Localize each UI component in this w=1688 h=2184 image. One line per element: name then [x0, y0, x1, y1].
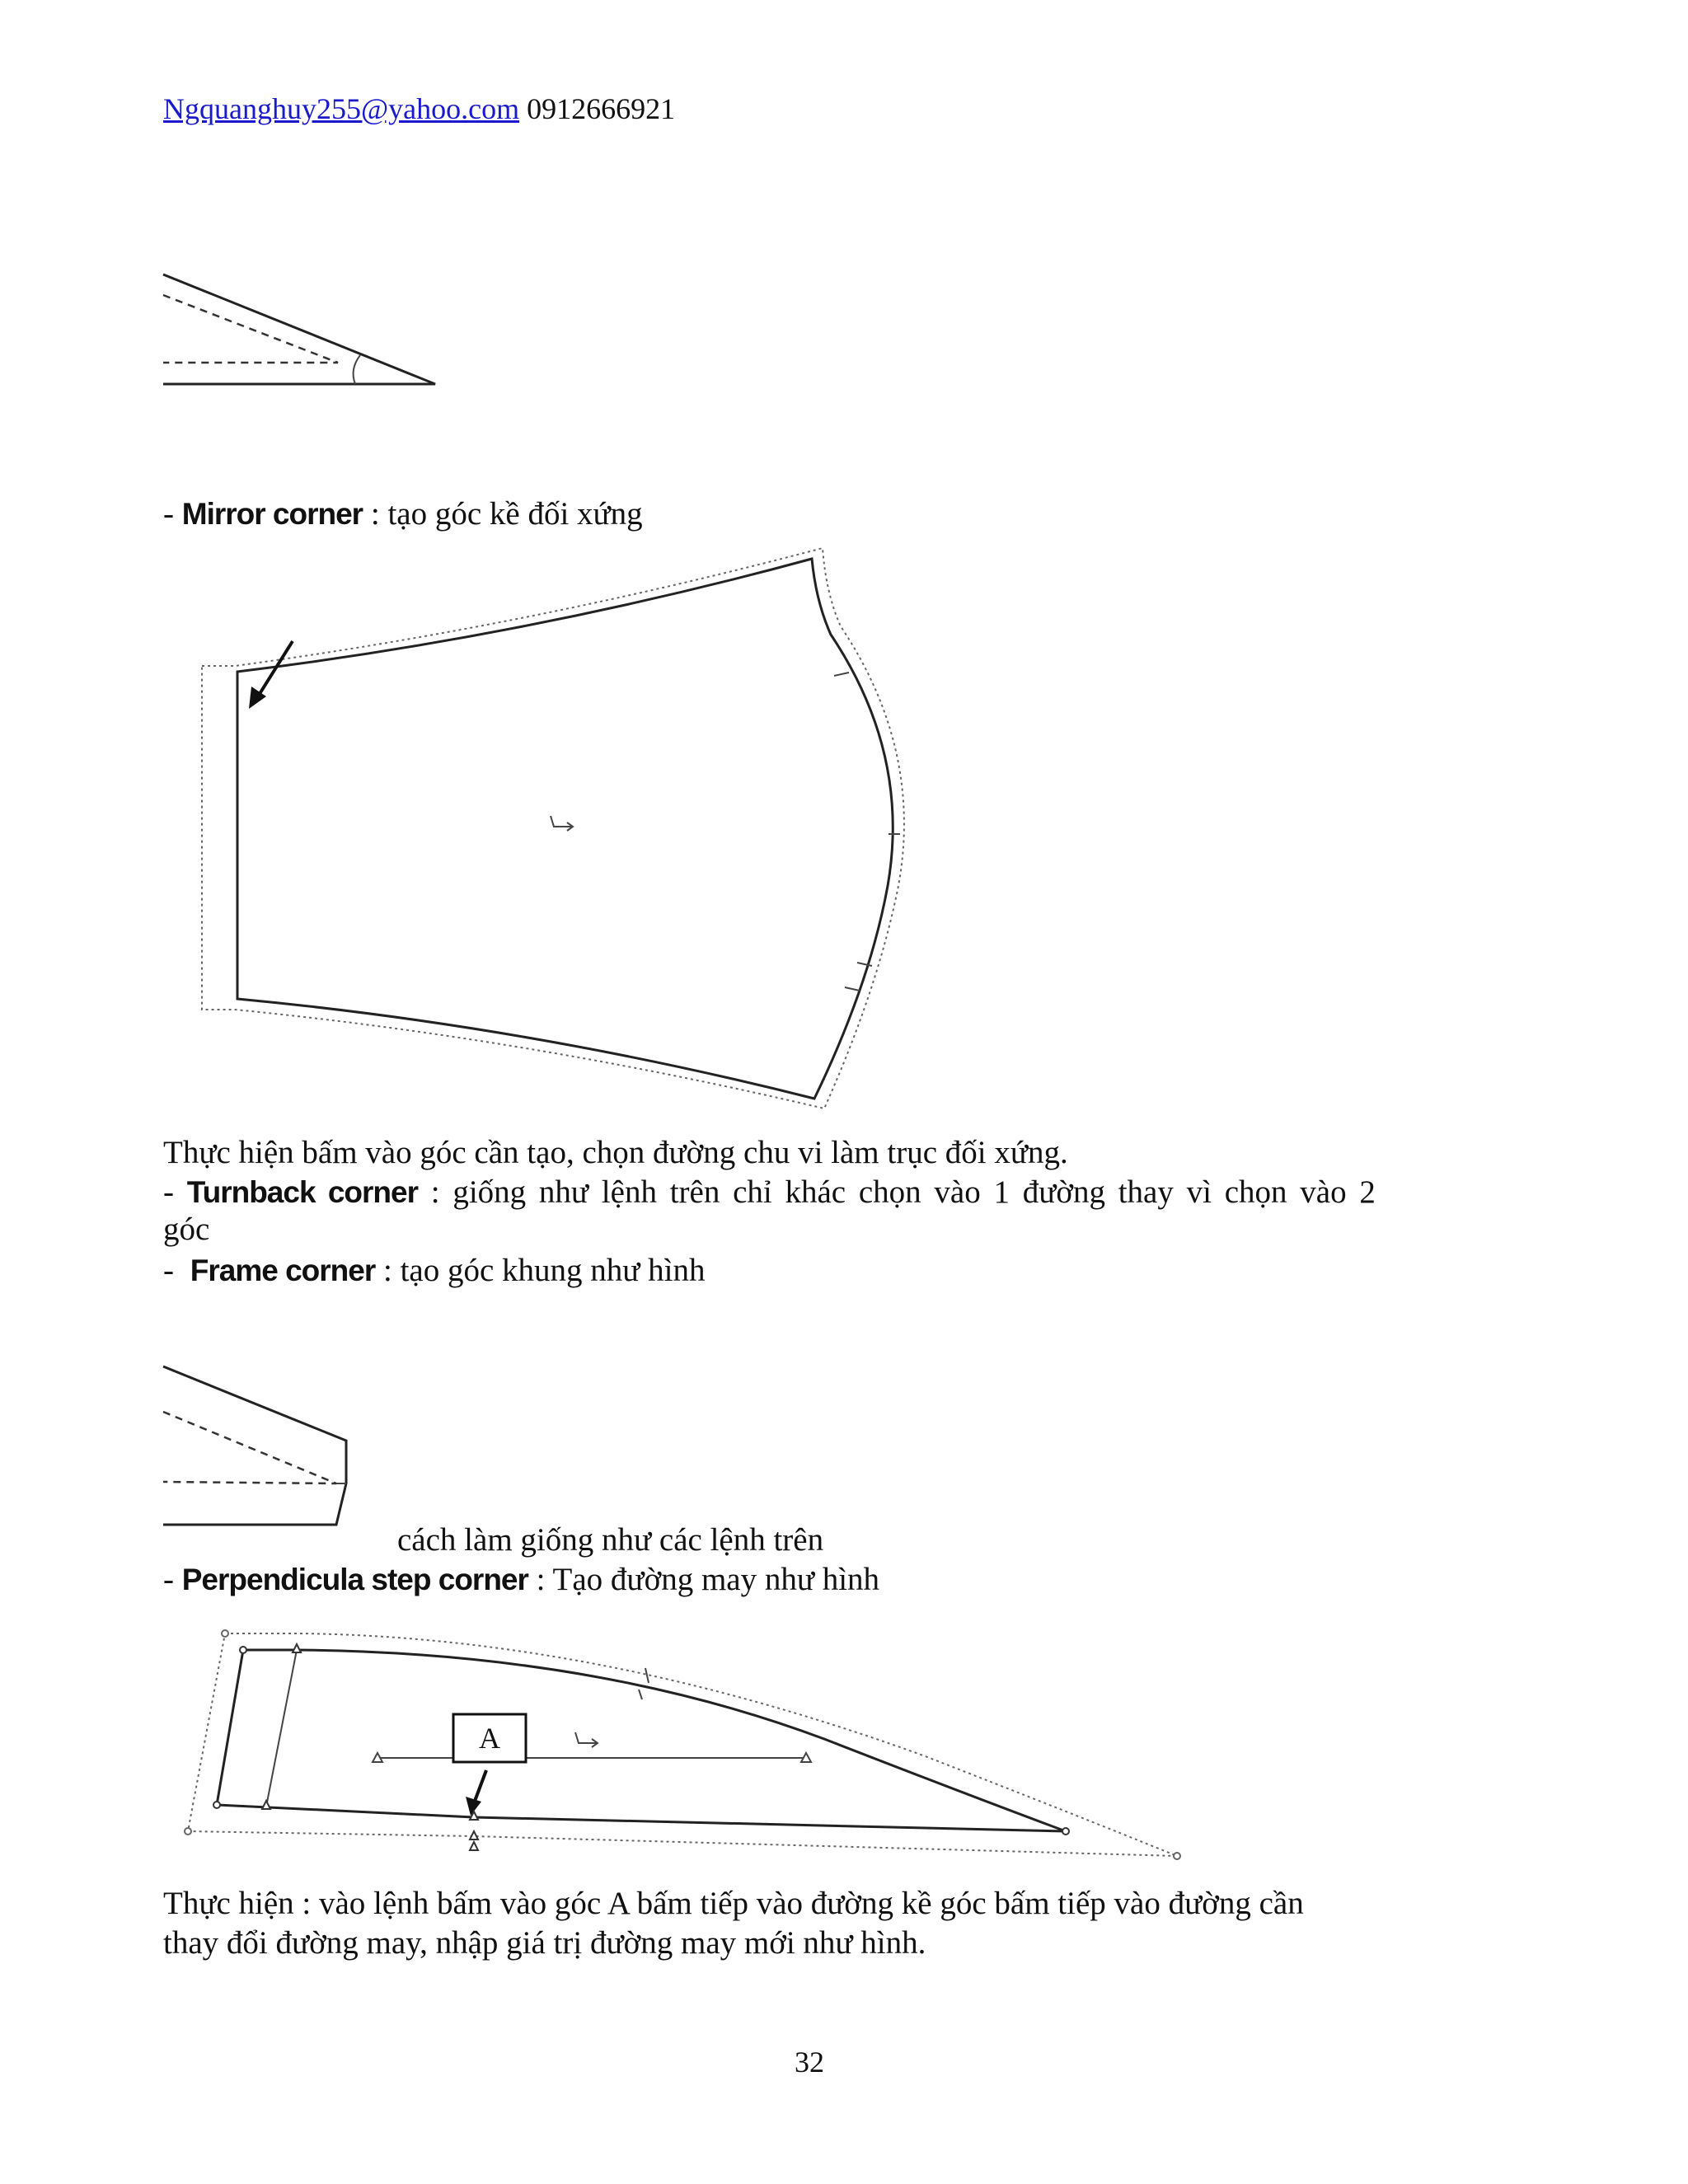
frame-corner-desc: tạo góc khung như hình	[400, 1253, 706, 1288]
frame-corner-heading: - Frame corner : tạo góc khung như hình	[163, 1253, 706, 1288]
mirror-corner-heading: - Mirror corner : tạo góc kề đối xứng	[163, 496, 643, 532]
turnback-corner-desc: giống như lệnh trên chỉ khác chọn vào 1 đường thay vì chọn vào 2	[452, 1174, 1376, 1210]
page-number: 32	[795, 2046, 824, 2079]
mirror-corner-note: Thực hiện bấm vào góc cần tạo, chọn đường chu vi làm trục đối xứng.	[163, 1135, 1068, 1170]
corner-a-label: A	[479, 1722, 500, 1755]
frame-corner-term: Frame corner	[190, 1254, 376, 1287]
perp-step-corner-note-line1: Thực hiện : vào lệnh bấm vào góc A bấm tiếp vào đường kề góc bấm tiếp vào đường cần	[163, 1886, 1304, 1921]
perp-step-corner-note-line2: thay đổi đường may, nhập giá trị đường may mới như hình.	[163, 1925, 926, 1961]
turnback-corner-term: Turnback corner	[186, 1175, 418, 1209]
mirror-corner-desc: tạo góc kề đối xứng	[387, 496, 643, 532]
mirror-corner-term: Mirror corner	[181, 497, 363, 531]
email-link[interactable]: Ngquanghuy255@yahoo.com	[163, 92, 520, 125]
perp-step-corner-desc: Tạo đường may như hình	[552, 1562, 880, 1597]
perp-step-corner-term: Perpendicula step corner	[181, 1563, 528, 1596]
perp-step-corner-heading: - Perpendicula step corner : Tạo đường may như hình	[163, 1562, 880, 1597]
turnback-corner-desc-cont: góc	[163, 1212, 210, 1247]
frame-corner-note: cách làm giống như các lệnh trên	[397, 1522, 824, 1558]
turnback-corner-heading: - Turnback corner : giống như lệnh trên chỉ khác chọn vào 1 đường thay vì chọn vào 2	[163, 1174, 1376, 1210]
phone-number: 0912666921	[527, 92, 676, 125]
